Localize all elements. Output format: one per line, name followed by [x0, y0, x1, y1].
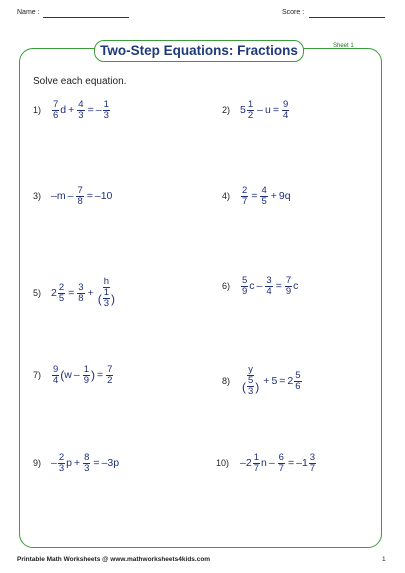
equation: 2 $\frac{2}{5}$ = $\frac{3}{8}$ + h ( $\frac{1}{3}$ )	[51, 276, 116, 309]
name-field[interactable]	[43, 17, 129, 18]
problem-number: 1)	[33, 105, 42, 115]
problem-8	[222, 366, 303, 396]
problem-2	[222, 95, 290, 125]
equation: $\frac{5}{9}$ c – $\frac{3}{4}$ = $\frac{7}{9}$ c	[242, 274, 299, 297]
problem-number: 2)	[222, 105, 231, 115]
problem-number: 8)	[222, 376, 231, 386]
problem-6	[222, 271, 298, 301]
score-field[interactable]	[309, 17, 385, 18]
problem-number: 10)	[216, 458, 230, 468]
problem-10	[216, 448, 317, 478]
sheet-label: Sheet 1	[333, 43, 354, 49]
instruction-text: Solve each equation.	[33, 76, 127, 87]
name-label: Name :	[17, 9, 40, 16]
equation: –2 $\frac{1}{7}$ n – $\frac{6}{7}$ = –1 $\frac{3}{7}$	[240, 451, 316, 474]
problem-1	[33, 95, 111, 125]
problem-number: 5)	[33, 288, 42, 298]
problem-4	[222, 181, 291, 211]
equation: –m – $\frac{7}{8}$ = –10	[51, 184, 113, 207]
equation: 5 $\frac{1}{2}$ – u = $\frac{9}{4}$	[240, 98, 289, 121]
problem-9	[33, 448, 119, 478]
problem-number: 9)	[33, 458, 42, 468]
footer-text: Printable Math Worksheets @ www.mathworksheets4kids.com	[17, 556, 211, 563]
worksheet-title: Two-Step Equations: Fractions	[94, 40, 304, 62]
score-label: Score :	[282, 9, 305, 16]
problem-5	[33, 278, 117, 308]
problem-number: 3)	[33, 191, 42, 201]
equation: – $\frac{2}{3}$ p + $\frac{8}{3}$ = –3p	[51, 451, 120, 474]
equation: y ( $\frac{5}{3}$ ) + 5 = 2 $\frac{5}{6}$	[242, 364, 301, 397]
problem-number: 7)	[33, 370, 42, 380]
equation: $\frac{7}{6}$ d + $\frac{4}{3}$ = – $\frac{1}{3}$	[53, 98, 109, 121]
problem-3	[33, 181, 112, 211]
problem-number: 6)	[222, 281, 231, 291]
equation: $\frac{2}{7}$ = $\frac{4}{5}$ + 9q	[242, 184, 291, 207]
problem-number: 4)	[222, 191, 231, 201]
problem-7	[33, 360, 114, 390]
footer	[17, 556, 386, 563]
page-number: 1	[382, 556, 386, 563]
equation: $\frac{9}{4}$ ( w – $\frac{1}{9}$ ) = $\frac{7}{2}$	[53, 363, 113, 386]
